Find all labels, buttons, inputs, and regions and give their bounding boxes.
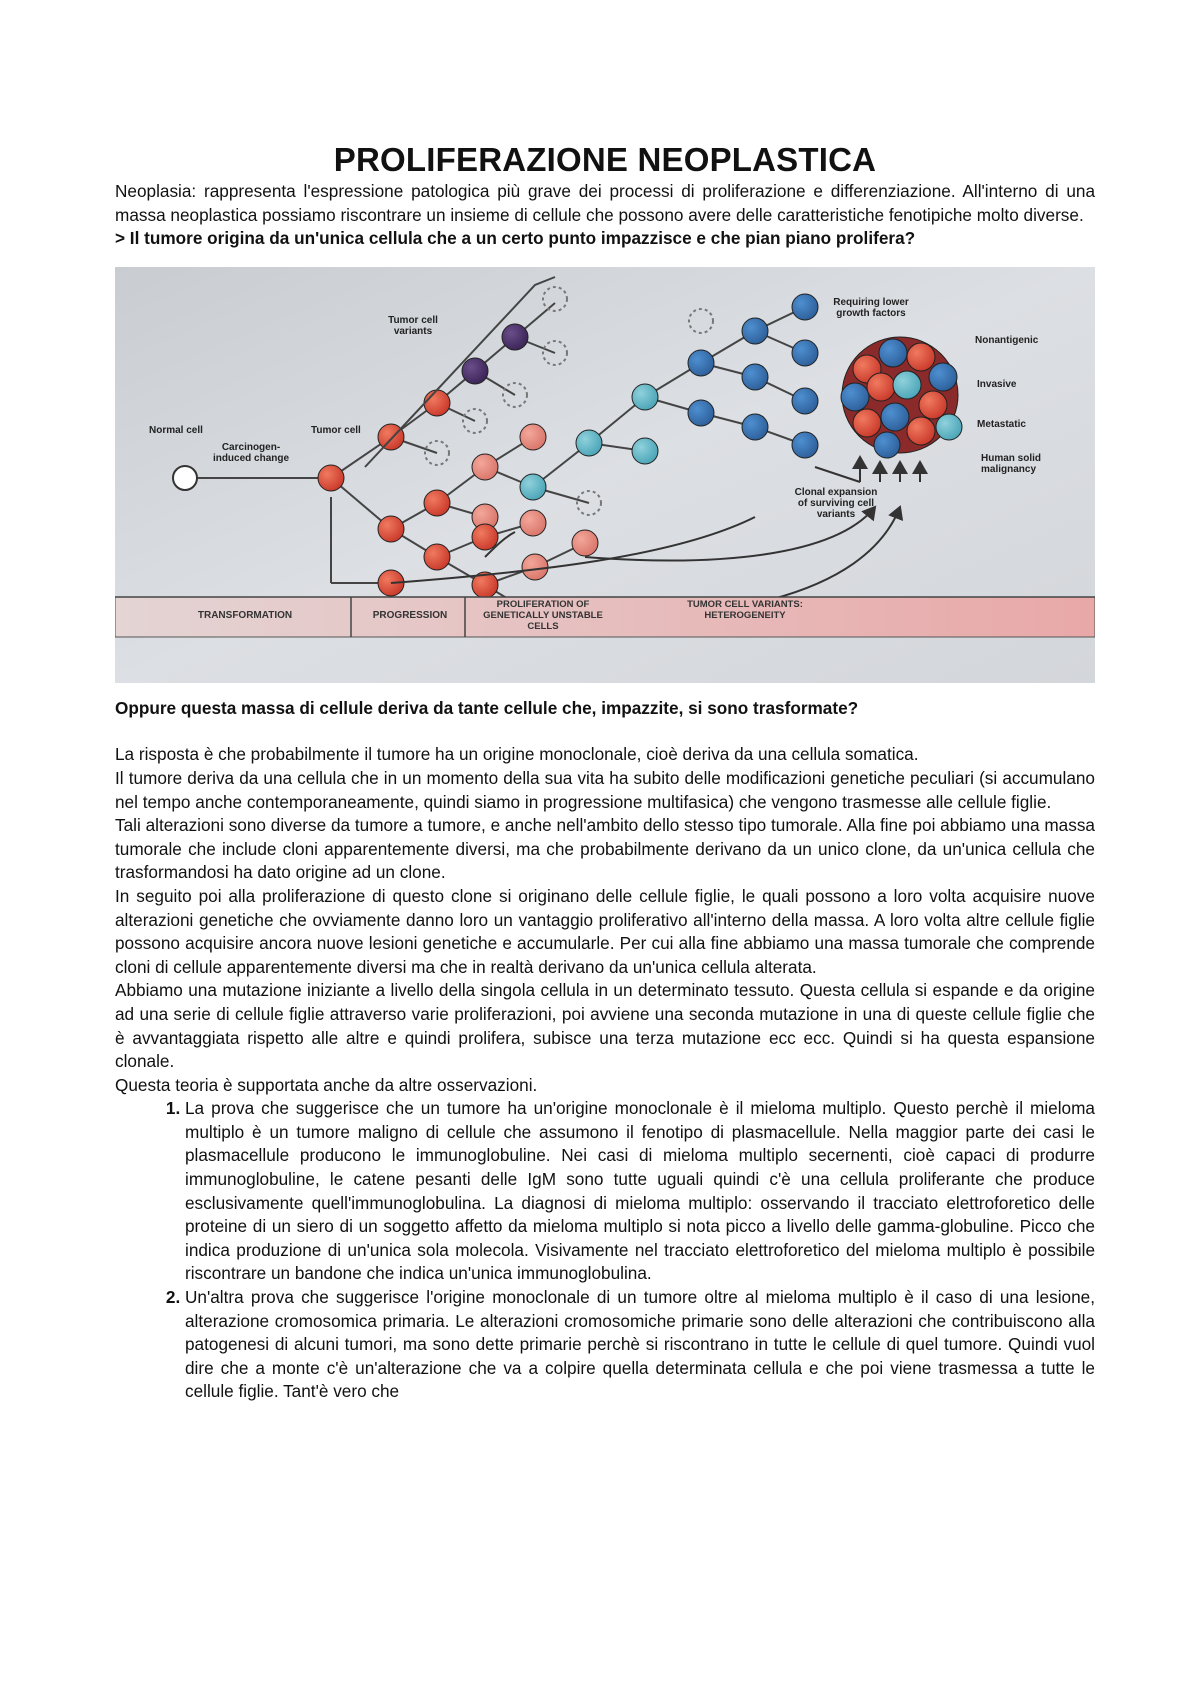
invasive-label: Invasive <box>977 378 1017 390</box>
page-title: PROLIFERAZIONE NEOPLASTICA <box>333 141 877 178</box>
tumor-progression-figure <box>115 267 1095 683</box>
clonal-expansion-label: Clonal expansion of surviving cell variants <box>794 486 878 520</box>
human-solid-label: Human solid malignancy <box>981 452 1042 475</box>
list-item: 1. La prova che suggerisce che un tumore ha un'origine monoclonale è il mieloma multiplo. Questo perchè il mieloma multiplo è un tumore maligno di cellule che assumono il fenotipo di plasmacellule. Nella maggior parte dei casi le plasmacellule producono le immunoglobuline. Nei casi di mieloma multiplo secernenti, cioè capaci di produrre immunoglobuline, le catene pesanti delle IgM sono tutte uguali quindi c'è una cellula proliferante che produce esclusivamente quell'immunoglobulina. La diagnosi di mieloma multiplo: osservando il tracciato elettroforetico delle proteine di un siero di un soggetto affetto da mieloma multiplo si nota picco a livello delle gamma-globuline. Picco che indica produzione di un'unica sola molecola. Visivamente nel tracciato elettroforetico del mieloma multiplo è possibile riscontrare un bandone che indica un'unica immunoglobulina. <box>185 1097 1095 1286</box>
paragraph-1: La risposta è che probabilmente il tumore ha un origine monoclonale, cioè deriva da una cellula somatica. <box>115 744 919 765</box>
list-item: 2. Un'altra prova che suggerisce l'origine monoclonale di un tumore oltre al mieloma multiplo è il caso di una lesione, alterazione cromosomica primaria. Le alterazioni cromosomiche primarie sono delle alterazioni che contribuiscono alla patogenesi di alcuni tumori, ma sono dette primarie perchè si riscontrano in tutte le cellule di quel tumore. Quindi vuol dire che a monte c'è un'alterazione che va a colpire quella determinata cellula e che poi viene trasmessa a tutte le cellule figlie. Tant'è vero che <box>185 1286 1095 1404</box>
paragraph-2: Il tumore deriva da una cellula che in un momento della sua vita ha subito delle modificazioni genetiche peculiari (si accumulano nel tempo anche contemporaneamente, quindi siamo in progressione multifasica) che vengono trasmesse alle cellule figlie. <box>115 767 1095 812</box>
stage-progression: PROGRESSION <box>372 609 448 621</box>
requiring-lower-label: Requiring lower growth factors <box>833 296 909 319</box>
intro-paragraph: Neoplasia: rappresenta l'espressione patologica più grave dei processi di proliferazione e differenziazione. All'interno di una massa neoplastica possiamo riscontrare un insieme di cellule che possono avere delle caratteristiche fenotipiche molto diverse. <box>115 181 1095 225</box>
question-2: Oppure questa massa di cellule deriva da tante cellule che, impazzite, si sono trasformate? <box>115 697 859 718</box>
document-page <box>115 140 1095 1404</box>
stage-tumor-variants: TUMOR CELL VARIANTS: HETEROGENEITY <box>687 598 803 621</box>
tumor-cell-variants-label: Tumor cell variants <box>388 314 438 337</box>
metastatic-label: Metastatic <box>977 418 1026 430</box>
paragraph-4: In seguito poi alla proliferazione di questo clone si originano delle cellule figlie, le quali possono a loro volta acquisire nuove alterazioni genetiche che ovviamente danno loro un vantaggio proliferativo all'interno della massa. A loro volta altre cellule figlie possono acquisire ancora nuove lesioni genetiche e accumularle. Per cui alla fine abbiamo una massa tumorale che comprende cloni di cellule apparentemente diversi ma che in realtà derivano da un'unica cellula alterata. <box>115 885 1095 977</box>
stage-transformation: TRANSFORMATION <box>197 609 293 621</box>
tumor-cell-label: Tumor cell <box>311 424 361 436</box>
paragraph-5: Abbiamo una mutazione iniziante a livello della singola cellula in un determinato tessuto. Questa cellula si espande e da origine ad una serie di cellule figlie attraverso varie proliferazioni, poi avviene una seconda mutazione in una di queste cellule figlie che è avvantaggiata rispetto alle altre e quindi prolifera, subisce una terza mutazione ecc ecc. Quindi si ha questa espansione clonale. <box>115 980 1095 1072</box>
carcinogen-label: Carcinogen-induced change <box>212 441 290 464</box>
paragraph-3: Tali alterazioni sono diverse da tumore a tumore, e anche nell'ambito dello stesso tipo tumorale. Alla fine poi abbiamo una massa tumorale che include cloni apparentemente diversi, ma che probabilmente derivano da un unico clone, da un'unica cellula che trasformandosi ha dato origine ad un clone. <box>115 815 1095 883</box>
stage-proliferation: PROLIFERATION OF GENETICALLY UNSTABLE CELLS <box>483 598 603 632</box>
evidence-list <box>115 1097 1095 1404</box>
nonantigenic-label: Nonantigenic <box>975 334 1039 346</box>
paragraph-6: Questa teoria è supportata anche da altre osservazioni. <box>115 1074 538 1095</box>
question-1: > Il tumore origina da un'unica cellula che a un certo punto impazzisce e che pian piano prolifera? <box>115 228 916 249</box>
normal-cell-label: Normal cell <box>149 424 203 436</box>
